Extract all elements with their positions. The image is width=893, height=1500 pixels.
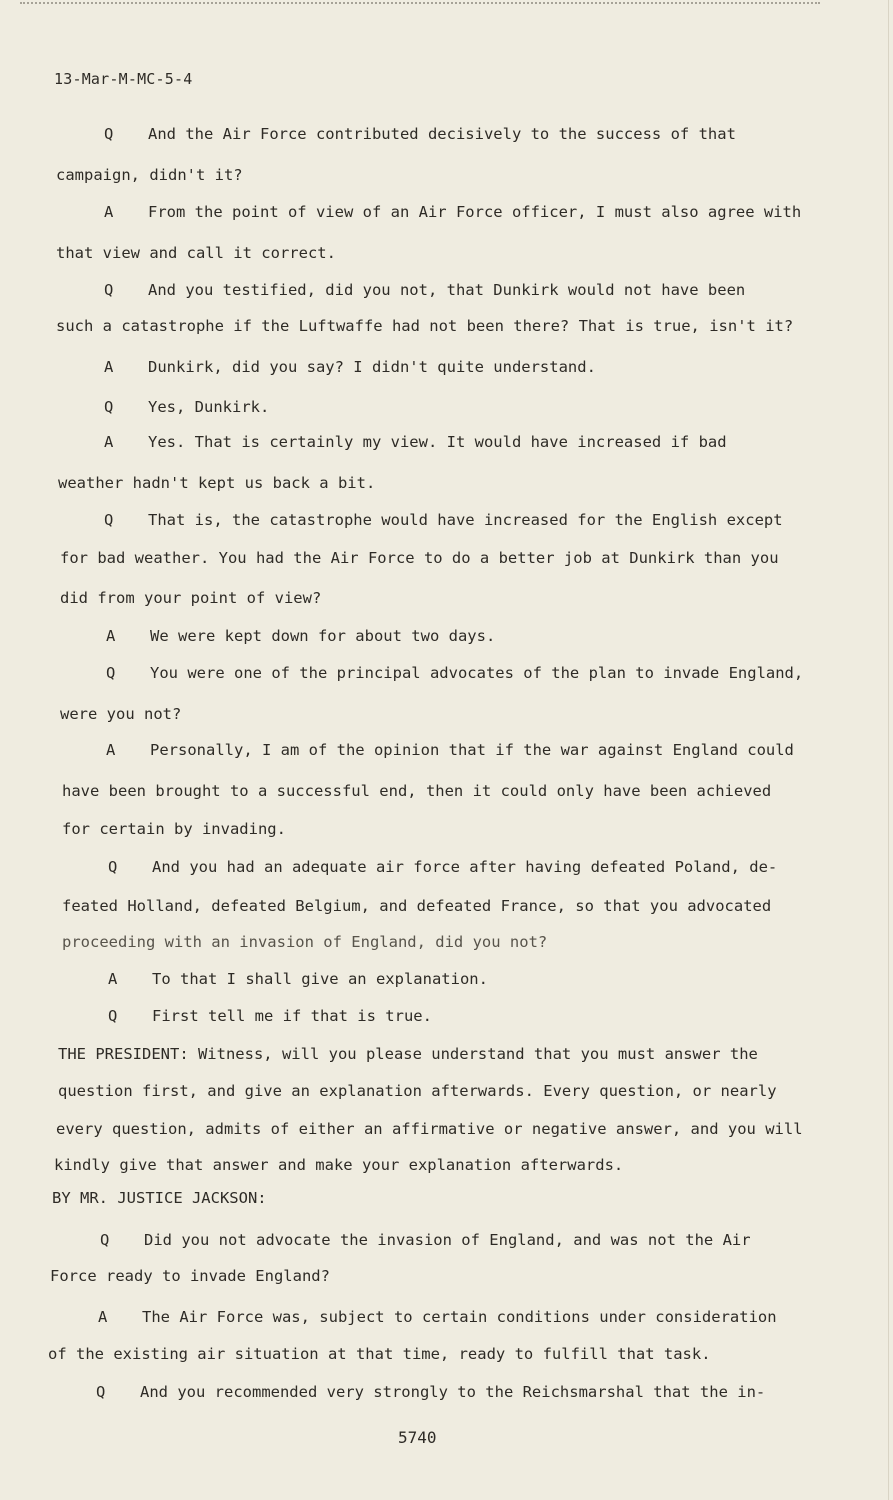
speaker-label: Q	[96, 1383, 106, 1401]
transcript-line	[62, 819, 286, 839]
transcript-line	[56, 165, 243, 185]
speaker-label: A	[104, 433, 114, 451]
speaker-label: A	[104, 203, 114, 221]
transcript-line	[106, 626, 495, 646]
transcript-line	[104, 432, 727, 452]
speaker-label: A	[106, 627, 116, 645]
page-number: 5740	[398, 1428, 437, 1447]
transcript-line	[104, 357, 596, 377]
speaker-label: Q	[104, 511, 114, 529]
line-text: We were kept down for about two days.	[150, 627, 496, 645]
transcript-line	[58, 473, 375, 493]
line-text: kindly give that answer and make your explanation afterwards.	[54, 1156, 624, 1174]
transcript-line	[62, 932, 547, 952]
transcript-line	[100, 1230, 751, 1250]
line-text: Dunkirk, did you say? I didn't quite understand.	[148, 358, 596, 376]
line-text: did from your point of view?	[60, 589, 322, 607]
transcript-line	[58, 1081, 777, 1101]
line-text: question first, and give an explanation afterwards. Every question, or nearly	[58, 1082, 777, 1100]
line-text: Force ready to invade England?	[50, 1267, 330, 1285]
transcript-line	[104, 397, 269, 417]
line-text: Yes, Dunkirk.	[148, 398, 270, 416]
transcript-line	[108, 1006, 432, 1026]
speaker-label: Q	[104, 281, 114, 299]
line-text: weather hadn't kept us back a bit.	[58, 474, 376, 492]
line-text: campaign, didn't it?	[56, 166, 243, 184]
transcript-line	[106, 740, 794, 760]
line-text: have been brought to a successful end, then it could only have been achieved	[62, 782, 772, 800]
torn-top-edge	[20, 2, 820, 18]
transcript-line	[54, 1155, 623, 1175]
line-text: every question, admits of either an affirmative or negative answer, and you will	[56, 1120, 803, 1138]
transcript-line	[104, 280, 745, 300]
transcript-line	[96, 1382, 765, 1402]
speaker-label: A	[104, 358, 114, 376]
line-text: THE PRESIDENT: Witness, will you please understand that you must answer the	[58, 1045, 758, 1063]
transcript-line	[62, 896, 771, 916]
speaker-label: Q	[104, 398, 114, 416]
line-text: And the Air Force contributed decisively to the success of that	[148, 125, 736, 143]
line-text: that view and call it correct.	[56, 244, 336, 262]
line-text: proceeding with an invasion of England, did you not?	[62, 933, 548, 951]
transcript-line	[50, 1266, 330, 1286]
transcript-line	[60, 548, 779, 568]
speaker-label: Q	[108, 858, 118, 876]
speaker-label: A	[108, 970, 118, 988]
line-text: BY MR. JUSTICE JACKSON:	[52, 1189, 267, 1207]
line-text: And you recommended very strongly to the Reichsmarshal that the in-	[140, 1383, 766, 1401]
transcript-line	[48, 1344, 711, 1364]
line-text: From the point of view of an Air Force officer, I must also agree with	[148, 203, 802, 221]
transcript-line	[56, 1119, 803, 1139]
transcript-line	[60, 588, 321, 608]
transcript-line	[108, 857, 777, 877]
page-reference: 13-Mar-M-MC-5-4	[54, 70, 193, 88]
speaker-label: A	[106, 741, 116, 759]
transcript-line	[56, 316, 793, 336]
transcript-line	[56, 243, 336, 263]
transcript-line	[58, 1044, 758, 1064]
line-text: feated Holland, defeated Belgium, and defeated France, so that you advocated	[62, 897, 772, 915]
transcript-line	[98, 1307, 777, 1327]
line-text: That is, the catastrophe would have increased for the English except	[148, 511, 783, 529]
line-text: of the existing air situation at that time, ready to fulfill that task.	[48, 1345, 711, 1363]
speaker-label: Q	[104, 125, 114, 143]
line-text: To that I shall give an explanation.	[152, 970, 488, 988]
line-text: You were one of the principal advocates of the plan to invade England,	[150, 664, 804, 682]
transcript-line	[62, 781, 771, 801]
line-text: were you not?	[60, 705, 182, 723]
line-text: And you had an adequate air force after having defeated Poland, de-	[152, 858, 778, 876]
line-text: And you testified, did you not, that Dunkirk would not have been	[148, 281, 746, 299]
transcript-line	[106, 663, 803, 683]
page-right-edge	[888, 0, 889, 1500]
transcript-line	[104, 510, 783, 530]
transcript-line	[108, 969, 488, 989]
transcript-line	[60, 704, 181, 724]
line-text: for bad weather. You had the Air Force to do a better job at Dunkirk than you	[60, 549, 779, 567]
line-text: Yes. That is certainly my view. It would have increased if bad	[148, 433, 727, 451]
speaker-label: Q	[108, 1007, 118, 1025]
line-text: The Air Force was, subject to certain conditions under consideration	[142, 1308, 777, 1326]
transcript-line	[104, 124, 736, 144]
transcript-line	[104, 202, 801, 222]
line-text: for certain by invading.	[62, 820, 286, 838]
line-text: First tell me if that is true.	[152, 1007, 432, 1025]
speaker-label: A	[98, 1308, 108, 1326]
speaker-label: Q	[106, 664, 116, 682]
line-text: Personally, I am of the opinion that if the war against England could	[150, 741, 794, 759]
speaker-label: Q	[100, 1231, 110, 1249]
line-text: Did you not advocate the invasion of England, and was not the Air	[144, 1231, 751, 1249]
line-text: such a catastrophe if the Luftwaffe had not been there? That is true, isn't it?	[56, 317, 794, 335]
section-heading	[52, 1188, 267, 1208]
